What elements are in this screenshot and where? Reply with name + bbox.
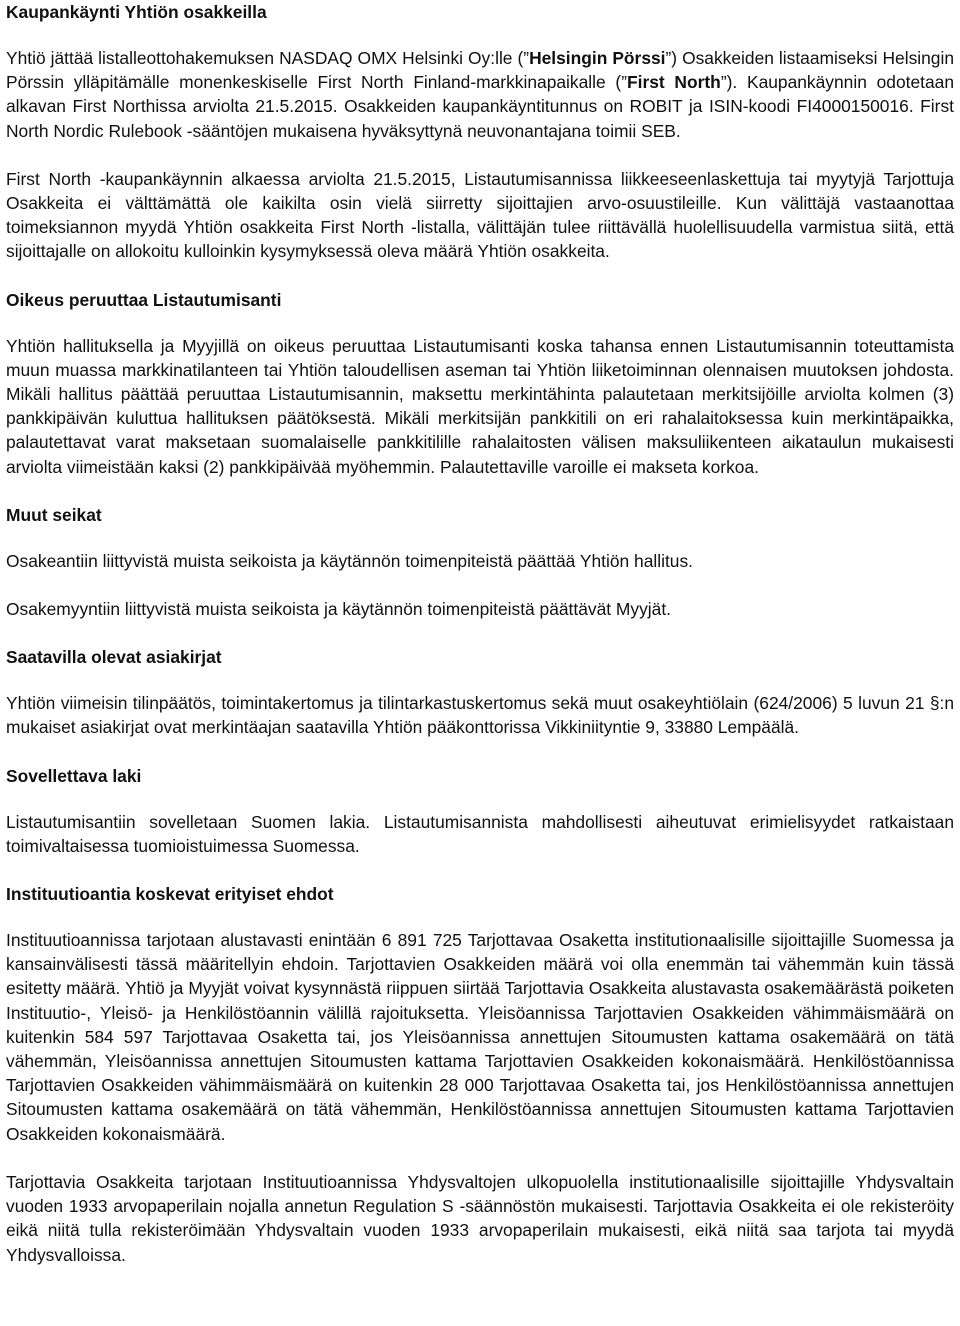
section-heading-asiakirjat: Saatavilla olevat asiakirjat xyxy=(6,647,222,668)
paragraph-share-issue-matters: Osakeantiin liittyvistä muista seikoista ja käytännön toimenpiteistä päättää Yhtiön hallitus. xyxy=(6,550,693,571)
paragraph-share-sale-matters: Osakemyyntiin liittyvistä muista seikoista ja käytännön toimenpiteistä päättävät Myyjät. xyxy=(6,599,671,620)
paragraph-trading-start: First North -kaupankäynnin alkaessa arviolta 21.5.2015, Listautumisannissa liikkeeseenlaskettuja tai myytyjä Tarjottuja Osakkeita ei välttämättä ole kaikilta osin vielä siirretty sijoittajien arvo-osuustileille. Kun välittäjä vastaanottaa toimeksiannon myydä Yhtiön osakkeita First North -listalla, välittäjän tulee riittävällä huolellisuudella varmistua siitä, että sijoittajalle on allokoitu kulloinkin kysymyksessä oleva määrä Yhtiön osakkeita. xyxy=(6,168,954,262)
paragraph-institutional-offering: Instituutioannissa tarjotaan alustavasti enintään 6 891 725 Tarjottavaa Osaketta institutionaalisille sijoittajille Suomessa ja kansainvälisesti tässä määritellyin ehdoin. Tarjottavien Osakkeiden määrä voi olla enemmän tai vähemmän kuin tässä esitetty määrä. Yhtiö ja Myyjät voivat kysynnästä riippuen siirtää Tarjottavia Osakkeita alustavasta osakemäärästä poiketen Instituutio-, Yleisö- ja Henkilöstöannin välillä rajoituksetta. Yleisöannissa Tarjottavien Osakkeiden vähimmäismäärä on kuitenkin 584 597 Tarjottavaa Osaketta tai, jos Yleisöannissa annettujen Sitoumusten kattama osakemäärä on tätä vähemmän, Yleisöannissa annettujen Sitoumusten kattama Tarjottavien Osakkeiden kokonaismäärä. Henkilöstöannissa Tarjottavien Osakkeiden vähimmäismäärä on kuitenkin 28 000 Tarjottavaa Osaketta tai, jos Henkilöstöannissa annettujen Sitoumusten kattama osakemäärä on tätä vähemmän, Henkilöstöannissa annettujen Sitoumusten kattama Tarjottavien Osakkeiden kokonaismäärä. xyxy=(6,930,954,1144)
text-run: ”). Kaupankäynnin odotetaan alkavan First Northissa arviolta 21.5.2015. Osakkeiden kaupankäyntitunnus on ROBIT ja ISIN-koodi FI4000150016. First North Nordic Rulebook -sääntöjen mukaisena hyväksyttynä neuvonantajana toimii SEB. xyxy=(6,72,954,141)
defined-term-first-north: First North xyxy=(627,72,721,93)
paragraph-governing-law: Listautumisantiin sovelletaan Suomen lakia. Listautumisannista mahdollisesti aiheutuvat erimielisyydet ratkaistaan toimivaltaisessa tuomioistuimessa Suomessa. xyxy=(6,811,954,856)
defined-term-helsingin-porssi: Helsingin Pörssi xyxy=(529,48,666,68)
text-run: ”) Osakkeiden listaamiseksi Helsingin Pörssin ylläpitämälle monenkeskiselle First North Finland-markkinapaikalle (” xyxy=(6,48,955,93)
paragraph-cancellation: Yhtiön hallituksella ja Myyjillä on oikeus peruuttaa Listautumisanti koska tahansa ennen Listautumisannin toteuttamista muun muassa markkinatilanteen tai Yhtiön taloudellisen aseman tai Yhtiön liiketoiminnan olennaisen muutoksen johdosta. Mikäli hallitus päättää peruuttaa Listautumisannin, maksettu merkintähinta palautetaan merkitsijöille arviolta kolmen (3) pankkipäivän kuluttua hallituksen päätöksestä. Mikäli merkitsijän pankkitili on eri rahalaitoksessa kuin merkintäpaikka, palautettavat varat maksetaan suomalaiselle pankkitilille rahalaitosten välisen maksuliikenteen aikataulun mukaisesti arviolta viimeistään kaksi (2) pankkipäivää myöhemmin. Palautettaville varoille ei makseta korkoa. xyxy=(6,335,954,477)
paragraph-regulation-s: Tarjottavia Osakkeita tarjotaan Instituutioannissa Yhdysvaltojen ulkopuolella institutionaalisille sijoittajille Yhdysvaltain vuoden 1933 arvopaperilain nojalla annetun Regulation S -säännöstön mukaisesti. Tarjottavia Osakkeita ei ole rekisteröity eikä niitä tulla rekisteröimään Yhdysvaltain vuoden 1933 arvopaperilain mukaisesti, eikä niitä saa tarjota tai myydä Yhdysvalloissa. xyxy=(6,1171,954,1265)
section-heading-kaupankaynti: Kaupankäynti Yhtiön osakkeilla xyxy=(6,2,267,22)
section-heading-instituutioanti: Instituutioantia koskevat erityiset ehdot xyxy=(6,884,334,905)
section-heading-peruutus: Oikeus peruuttaa Listautumisanti xyxy=(6,289,282,310)
text-run: Yhtiö jättää listalleottohakemuksen NASDAQ OMX Helsinki Oy:lle (” xyxy=(6,48,530,68)
section-heading-muut-seikat: Muut seikat xyxy=(6,504,102,525)
paragraph-available-documents: Yhtiön viimeisin tilinpäätös, toimintakertomus ja tilintarkastuskertomus sekä muut osakeyhtiölain (624/2006) 5 luvun 21 §:n mukaiset asiakirjat ovat merkintäajan saatavilla Yhtiön pääkonttorissa Vikkiniityntie 9, 33880 Lempäälä. xyxy=(6,693,954,738)
paragraph-listing-application xyxy=(6,46,954,143)
section-heading-laki: Sovellettava laki xyxy=(6,765,142,786)
